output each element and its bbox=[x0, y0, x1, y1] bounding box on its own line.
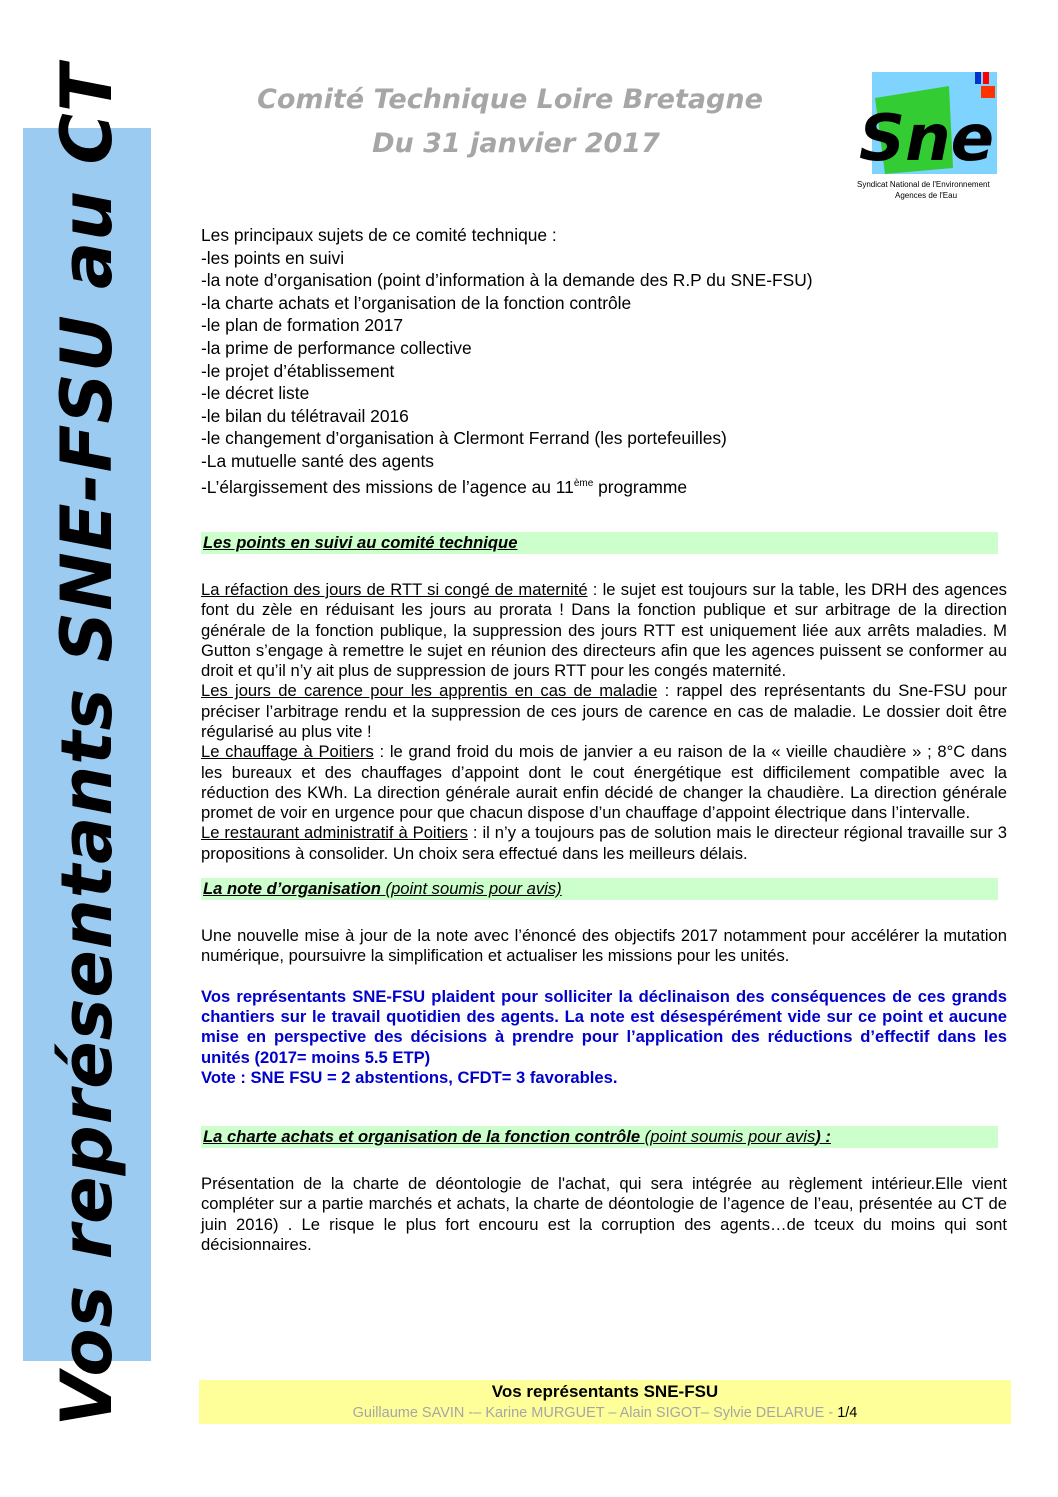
page-footer bbox=[199, 1380, 1011, 1424]
logo-caption-line1: Syndicat National de l'Environnement bbox=[857, 180, 990, 189]
intro-block bbox=[201, 224, 1007, 498]
section-charte-achats-body bbox=[201, 1174, 1007, 1255]
section-note-organisation-body bbox=[201, 926, 1007, 1088]
sne-logo bbox=[857, 72, 1007, 200]
intro-item: -la prime de performance collective bbox=[201, 337, 472, 358]
main-content bbox=[201, 224, 1007, 1255]
intro-item: -le plan de formation 2017 bbox=[201, 315, 404, 336]
intro-item: -la note d’organisation (point d’information à la demande des R.P du SNE-FSU) bbox=[201, 270, 813, 291]
header-date: Du 31 janvier 2017 bbox=[372, 128, 660, 159]
intro-item: -les points en suivi bbox=[201, 247, 345, 268]
document-header bbox=[200, 78, 820, 166]
intro-title: Les principaux sujets de ce comité technique : bbox=[201, 225, 557, 245]
intro-item: -le bilan du télétravail 2016 bbox=[201, 405, 409, 426]
vote-result: Vote : SNE FSU = 2 abstentions, CFDT= 3 favorables. bbox=[201, 1067, 618, 1087]
paragraph: Présentation de la charte de déontologie de l'achat, qui sera intégrée au règlement intérieur.Elle vient compléter sur a partie marchés et achats, la charte de déontologie de l’agence de l’eau, présentée au CT de juin 2016) . Le risque le plus fort encouru est la corruption des agents…de tceux du moins qui sont décisionnaires. bbox=[201, 1174, 1007, 1255]
footer-title: Vos représentants SNE-FSU bbox=[491, 1382, 719, 1401]
logo-caption-line2: Agences de l'Eau bbox=[895, 191, 958, 200]
section-heading-points-suivi: Les points en suivi au comité technique bbox=[201, 532, 998, 554]
intro-item: -La mutuelle santé des agents bbox=[201, 450, 434, 471]
paragraph: Le restaurant administratif à Poitiers : il n’y a toujours pas de solution mais le directeur régional travaille sur 3 propositions à consolider. Un choix sera effectué dans les meilleurs délais. bbox=[201, 823, 1008, 863]
header-title: Comité Technique Loire Bretagne bbox=[257, 84, 763, 115]
section-heading-charte-achats: La charte achats et organisation de la fonction contrôle (point soumis pour avis) : bbox=[201, 1126, 998, 1148]
sidebar-banner bbox=[23, 62, 151, 1427]
paragraph: Une nouvelle mise à jour de la note avec l’énoncé des objectifs 2017 notamment pour accélérer la mutation numérique, poursuivre la simplification et actualiser les missions pour les unités. bbox=[201, 926, 1007, 966]
section-points-suivi-body bbox=[201, 580, 1007, 864]
intro-item-last: -L’élargissement des missions de l’agence au 11ème programme bbox=[201, 476, 688, 497]
page-number: 1/4 bbox=[837, 1405, 858, 1421]
logo-wordmark: Sne bbox=[859, 102, 995, 176]
paragraph: La réfaction des jours de RTT si congé de maternité : le sujet est toujours sur la table, les DRH des agences font du zèle en réduisant les jours au prorata ! Dans la fonction publique et sur arbitrage de la direction générale de la fonction publique, la suppression des jours RTT est uniquement liée aux arrêts maladies. M Gutton s’engage à remettre le sujet en réunion des directeurs afin que les agences puissent se conformer au droit et qu’il n’y ait plus de suppression de jours RTT pour les congés maternité. bbox=[201, 579, 1007, 681]
sne-logo-graphic bbox=[857, 72, 1007, 200]
intro-item: -le changement d’organisation à Clermont Ferrand (les portefeuilles) bbox=[201, 428, 727, 449]
intro-item: -le décret liste bbox=[201, 383, 310, 404]
intro-item: -le projet d’établissement bbox=[201, 360, 395, 381]
sidebar-title: Vos représentants SNE-FSU au CT bbox=[46, 62, 128, 1427]
footer-representatives: Guillaume SAVIN -– Karine MURGUET – Alain SIGOT– Sylvie DELARUE - 1/4 bbox=[352, 1405, 858, 1421]
intro-item: -la charte achats et l’organisation de la fonction contrôle bbox=[201, 292, 632, 313]
sne-position-statement: Vos représentants SNE-FSU plaident pour solliciter la déclinaison des conséquences de ces grands chantiers sur le travail quotidien des agents. La note est désespérément vide sur ce point et aucune mise en perspective des décisions à prendre pour l’application des réductions d’effectif dans les unités (2017= moins 5.5 ETP) bbox=[201, 986, 1007, 1067]
paragraph: Le chauffage à Poitiers : le grand froid du mois de janvier a eu raison de la « vieille chaudière » ; 8°C dans les bureaux et des chauffages d’appoint dont le cout énergétique est difficilement compatible avec la réduction des KWh. La direction générale aurait enfin décidé de changer la chaudière. La direction générale promet de voir en urgence pour que chacun dispose d’un chauffage d’appoint électrique dans l’intervalle. bbox=[201, 742, 1007, 823]
section-heading-note-organisation: La note d’organisation (point soumis pour avis) bbox=[201, 878, 998, 900]
paragraph: Les jours de carence pour les apprentis en cas de maladie : rappel des représentants du Sne-FSU pour préciser l’arbitrage rendu et la suppression de ces jours de carence en cas de maladie. Le dossier doit être régularisé au plus vite ! bbox=[201, 681, 1007, 741]
